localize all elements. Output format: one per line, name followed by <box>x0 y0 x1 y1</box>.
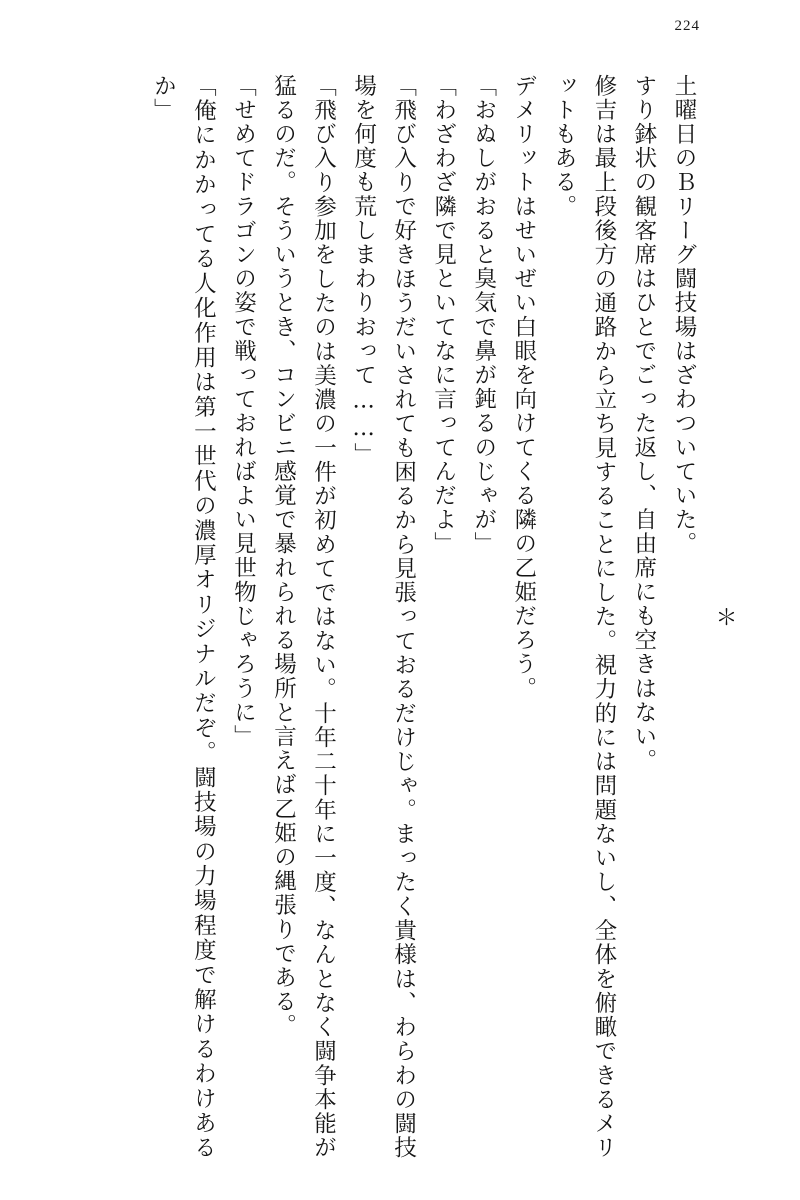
page-number: 224 <box>674 18 700 34</box>
paragraph: 土曜日のＢリーグ闘技場はざわついていた。 <box>670 74 697 556</box>
dialogue-line: 「飛び入りで好きほうだいされても困るから見張っておるだけじゃ。まったく貴様は、わらわの闘技場を何度も荒しまわりおって……」 <box>350 74 417 1160</box>
paragraph: すり鉢状の観客席はひとでごった返し、自由席にも空きはない。 <box>630 74 657 773</box>
paragraph: デメリットはせいぜい白眼を向けてくる隣の乙姫だろう。 <box>510 74 537 701</box>
paragraph: 「飛び入り参加をしたのは美濃の一件が初めてではない。十年二十年に一度、なんとなく闘争本能が猛るのだ。そういうとき、コンビニ感覚で暴れられる場所と言えば乙姫の縄張りである。 <box>270 74 337 1160</box>
dialogue-line: 「せめてドラゴンの姿で戦っておればよい見世物じゃろうに」 <box>230 74 257 749</box>
dialogue-line: 「おぬしがおると臭気で鼻が鈍るのじゃが」 <box>470 74 497 556</box>
section-separator <box>704 74 744 1160</box>
dialogue-line: 「俺にかかってる人化作用は第一世代の濃厚オリジナルだぞ。闘技場の力場程度で解けるわけあるか」 <box>150 74 217 1160</box>
asterisk-icon: ＊ <box>712 606 737 628</box>
dialogue-line: 「わざわざ隣で見といてなに言ってんだよ」 <box>430 74 457 556</box>
paragraph: 修吉は最上段後方の通路から立ち見することにした。視力的には問題ないし、全体を俯瞰できるメリットもある。 <box>550 74 617 1160</box>
novel-body-text <box>52 74 744 1160</box>
